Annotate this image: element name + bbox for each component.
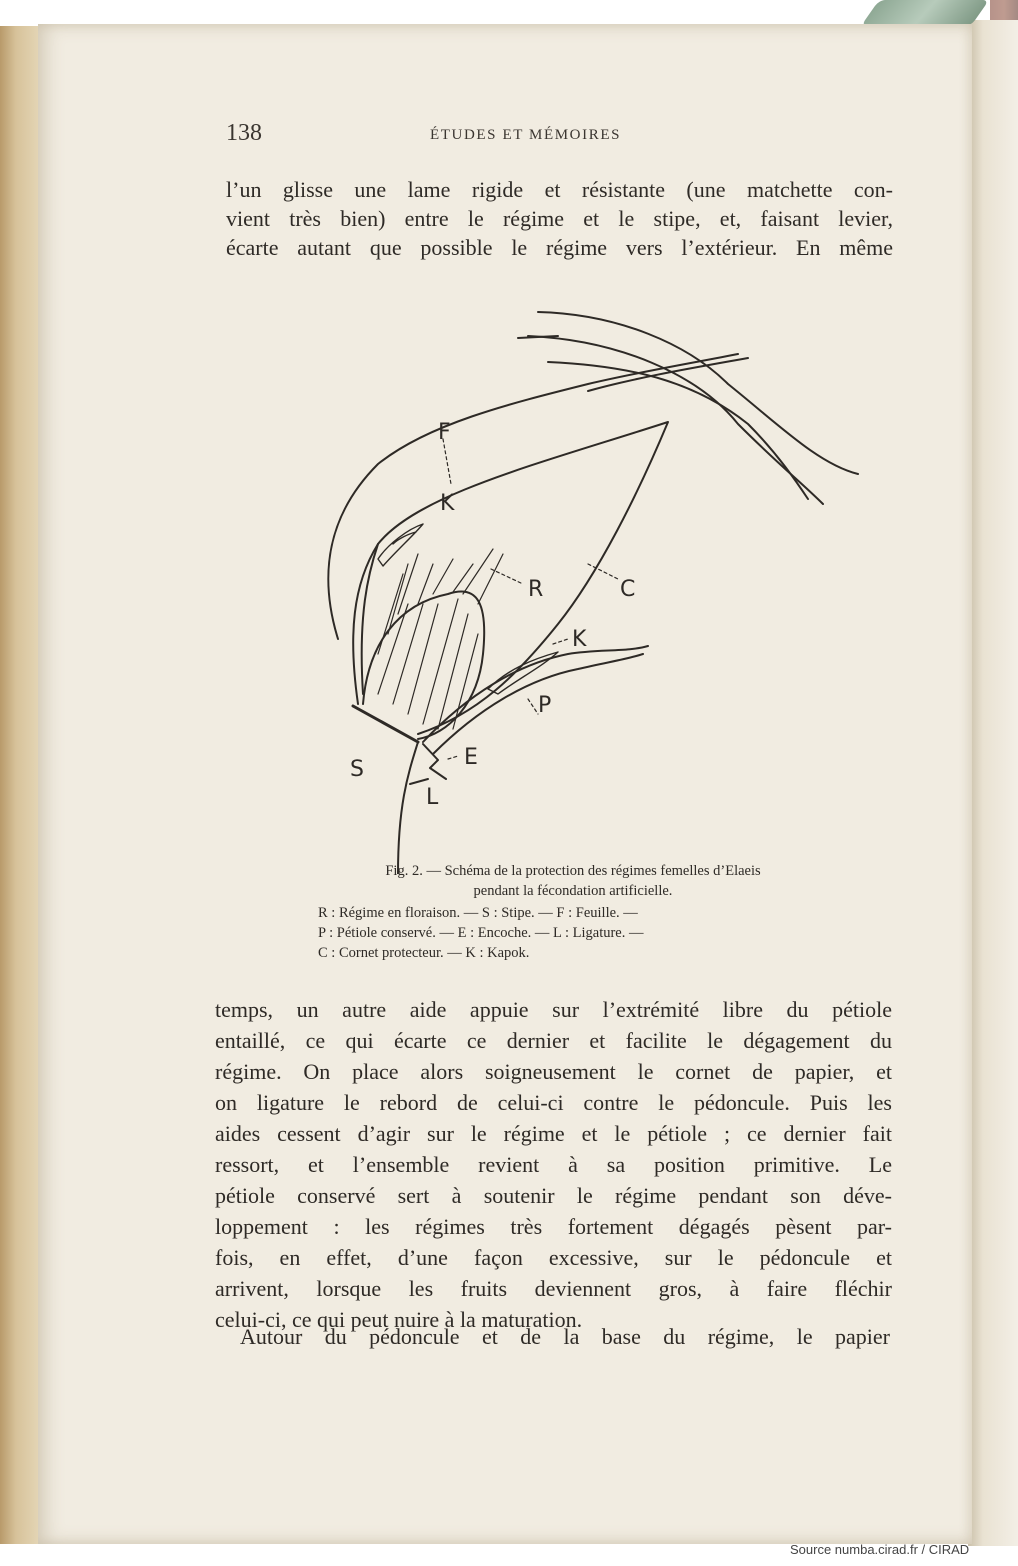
protective-cone-inner: [362, 544, 378, 694]
caption-line: Fig. 2. — Schéma de la protection des régimes femelles d’Elaeis: [385, 863, 761, 879]
leaf-frond: [548, 362, 808, 499]
leader-line: [443, 439, 451, 484]
text-line: vient très bien) entre le régime et le stipe, et, faisant levier,: [226, 206, 893, 231]
book-edge-right: [968, 20, 1018, 1546]
leader-line: [448, 756, 458, 759]
legend-line: R : Régime en floraison. — S : Stipe. — F : Feuille. —: [318, 905, 638, 921]
fruit-bunch: [363, 592, 484, 740]
text-line: régime. On place alors soigneusement le cornet de papier, et: [215, 1059, 892, 1084]
legend-line: C : Cornet protecteur. — K : Kapok.: [318, 945, 530, 961]
text-line: entaillé, ce qui écarte ce dernier et facilite le dégagement du: [215, 1028, 892, 1053]
figure-label-e: E: [464, 745, 478, 770]
caption-line: pendant la fécondation artificielle.: [473, 883, 673, 899]
stipe: [398, 742, 418, 874]
text-line: fois, en effet, d’une façon excessive, sur le pédoncule et: [215, 1245, 892, 1270]
figure-label-r: R: [528, 577, 544, 602]
figure-caption: [268, 861, 878, 901]
figure-legend: [318, 903, 838, 963]
bookmark-ribbon: [861, 0, 989, 26]
text-line: on ligature le rebord de celui-ci contre le pédoncule. Puis les: [215, 1090, 892, 1115]
text-line: ressort, et l’ensemble revient à sa position primitive. Le: [215, 1152, 892, 1177]
leader-line: [588, 564, 618, 579]
text-line: arrivent, lorsque les fruits deviennent gros, à faire fléchir: [215, 1276, 892, 1301]
paragraph-bottom: [240, 1321, 890, 1352]
leaf-frond: [528, 336, 823, 504]
text-line: temps, un autre aide appuie sur l’extrémité libre du pétiole: [215, 997, 892, 1022]
text-line: celui-ci, ce qui peut nuire à la maturation.: [215, 1307, 583, 1332]
book-edge-left: [0, 26, 40, 1544]
page-number: 138: [226, 120, 262, 146]
ligature: [410, 779, 428, 784]
book-page: [38, 24, 972, 1544]
paragraph-middle: [215, 994, 892, 1335]
figure-label-l: L: [426, 785, 439, 810]
text-line: Autour du pédoncule et de la base du régime, le papier: [240, 1324, 890, 1349]
text-line: aides cessent d’agir sur le régime et le pétiole ; ce dernier fait: [215, 1121, 892, 1146]
figure-label-c: C: [620, 577, 636, 602]
figure-label-f: F: [438, 420, 451, 445]
running-title: ÉTUDES ET MÉMOIRES: [430, 127, 622, 143]
leader-line: [528, 699, 538, 714]
figure-label-s: S: [350, 757, 364, 782]
leader-line: [491, 569, 523, 584]
text-line: pétiole conservé sert à soutenir le régime pendant son déve-: [215, 1183, 892, 1208]
source-credit: Source numba.cirad.fr / CIRAD: [790, 1542, 970, 1557]
legend-line: P : Pétiole conservé. — E : Encoche. — L : Ligature. —: [318, 925, 644, 941]
notch: [423, 744, 446, 779]
text-line: loppement : les régimes très fortement dégagés pèsent par-: [215, 1214, 892, 1239]
figure-label-k-right: K: [572, 627, 587, 652]
figure-label-k-top: K: [440, 491, 455, 516]
text-line: l’un glisse une lame rigide et résistante (une matchette con-: [226, 177, 893, 202]
figure-label-p: P: [538, 693, 552, 718]
text-line: écarte autant que possible le régime vers l’extérieur. En même: [226, 235, 893, 260]
paragraph-top: [226, 175, 893, 262]
figure-diagram: [258, 274, 878, 874]
leader-line: [553, 639, 568, 644]
running-head: [38, 120, 972, 160]
leaf-stalk: [588, 358, 748, 391]
